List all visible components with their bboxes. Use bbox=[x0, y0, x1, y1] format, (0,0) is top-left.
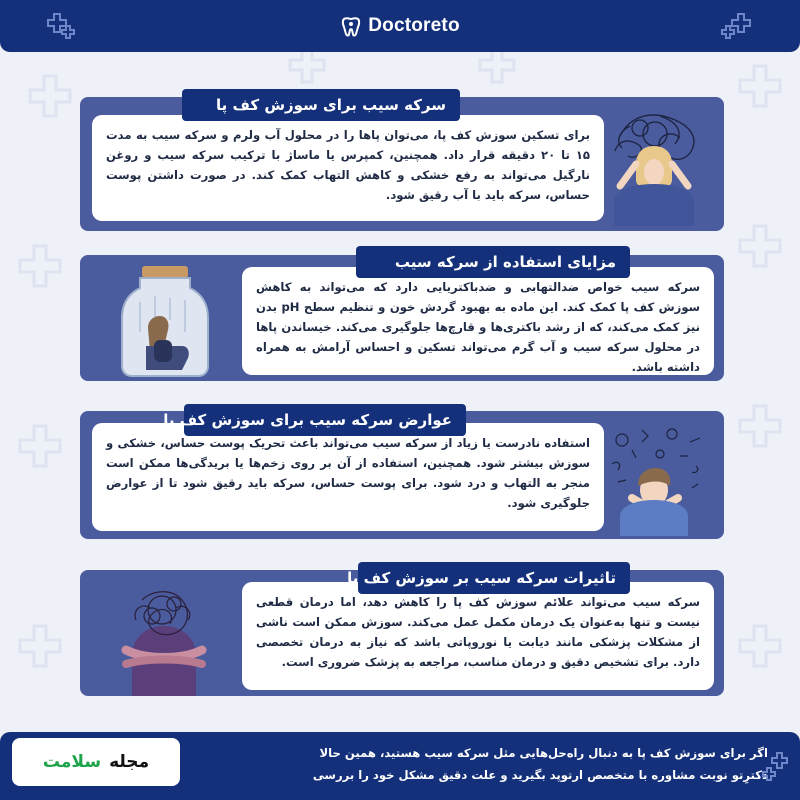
medical-cross-icon bbox=[718, 6, 758, 46]
medical-cross-icon bbox=[760, 746, 794, 786]
header-bar bbox=[0, 0, 800, 52]
section-usage-title: سرکه سیب برای سوزش کف پا bbox=[182, 89, 460, 121]
section-benefits-title: مزایای استفاده از سرکه سیب bbox=[356, 246, 630, 278]
section-usage-text: برای تسکین سوزش کف پا، می‌توان پاها را در محلول آب ولرم و سرکه سیب به مدت ۱۵ تا ۲۰ دقیقه قرار داد. همچنین، کمپرس یا ماساژ با ترکیب سرکه سیب و روغن نارگیل می‌تواند به رفع خشکی و کاهش التهاب کمک کند. در صورت داشتن پوست حساس، سرکه باید با آب رقیق شود. bbox=[92, 115, 604, 221]
brand-logo[interactable] bbox=[340, 15, 460, 37]
footer-line-2: دکترِتو نوبت مشاوره با متخصص ارتوپد بگیرید و علت دقیق مشکل خود را بررسی bbox=[312, 768, 768, 782]
tooth-heart-icon bbox=[340, 15, 362, 37]
section-side-effects-title: عوارض سرکه سیب برای سوزش کف پا bbox=[184, 404, 466, 436]
section-side-effects-text: استفاده نادرست یا زیاد از سرکه سیب می‌تواند باعث تحریک پوست حساس، خشکی و سوزش بیشتر شود. همچنین، استفاده از آن بر روی زخم‌ها یا بریدگی‌ها ممکن است منجر به التهاب و درد شود. برای پوست حساس، سرکه باید رقیق شود تا از عوارض جلوگیری شود. bbox=[92, 423, 604, 531]
woman-in-jar-illustration bbox=[110, 262, 220, 378]
medical-cross-icon bbox=[42, 6, 82, 46]
health-magazine-badge[interactable] bbox=[12, 738, 180, 786]
footer-line-1: اگر برای سوزش کف پا به دنبال راه‌حل‌هایی مثل سرکه سیب هستید، همین حالا bbox=[319, 746, 768, 760]
section-benefits-text: سرکه سیب خواص ضدالتهابی و ضدباکتریایی دارد که می‌تواند به کاهش سوزش کف پا کمک کند. این ماده به بهبود گردش خون و تنظیم سطح pH بدن نیز کمک می‌کند، که از رشد باکتری‌ها و قارچ‌ها جلوگیری می‌کند. خیساندن پاها در محلول سرکه سیب و آب گرم می‌تواند تسکین و احساس آرامش به همراه داشته باشد. bbox=[242, 267, 714, 375]
self-hug-illustration bbox=[112, 580, 216, 696]
footer-cta-text bbox=[148, 742, 768, 786]
section-effects-text: سرکه سیب می‌تواند علائم سوزش کف پا را کاهش دهد، اما درمان قطعی نیست و تنها به‌عنوان یک درمان مکمل عمل می‌کند. سوزش ممکن است ناشی از مشکلات پزشکی مانند دیابت یا نوروپاتی باشد که نیاز به درمان تخصصی دارد. برای تشخیص دقیق و درمان مناسب، مراجعه به پزشک ضروری است. bbox=[242, 582, 714, 690]
chaotic-thoughts-illustration bbox=[602, 420, 712, 536]
badge-word-health: سلامت bbox=[42, 752, 102, 772]
badge-word-magazine: مجله bbox=[109, 752, 150, 772]
brand-name: Doctoreto bbox=[368, 15, 460, 36]
stressed-woman-illustration bbox=[600, 106, 710, 226]
section-effects-title: تاثیرات سرکه سیب بر سوزش کف پا bbox=[358, 562, 630, 594]
